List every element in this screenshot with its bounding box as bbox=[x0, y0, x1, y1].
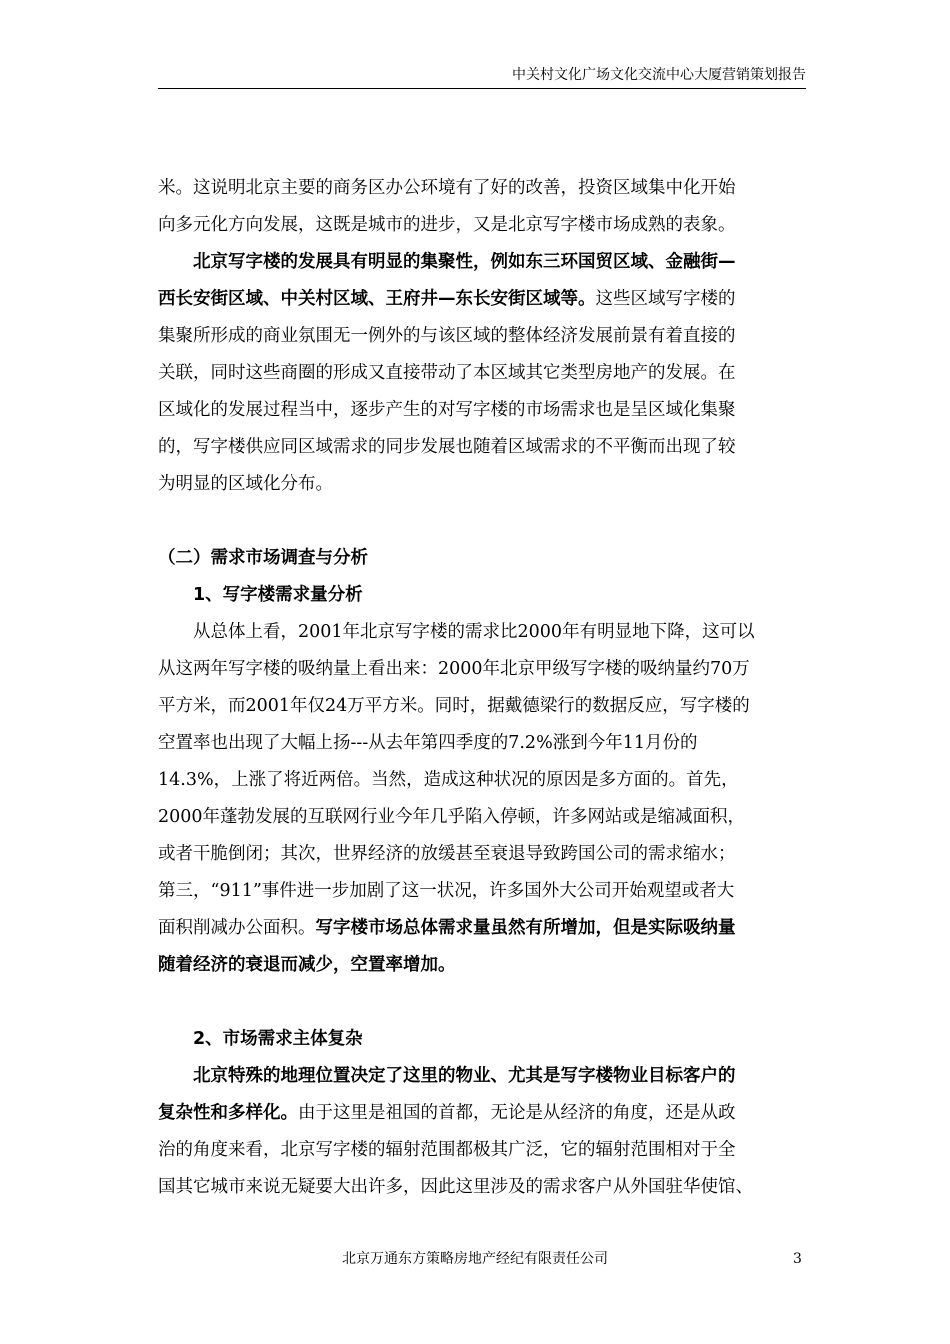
paragraph-line bbox=[158, 281, 806, 318]
paragraph-line bbox=[158, 244, 806, 281]
bold-text: 复杂性和多样化。 bbox=[158, 1103, 298, 1123]
paragraph-line: 2000年蓬勃发展的互联网行业今年几乎陷入停顿，许多网站或是缩减面积， bbox=[158, 807, 746, 827]
subsection-title: 2、市场需求主体复杂 bbox=[193, 1029, 363, 1049]
paragraph-line: 第三，“911”事件进一步加剧了这一状况，许多国外大公司开始观望或者大 bbox=[158, 881, 735, 901]
paragraph-line: 从这两年写字楼的吸纳量上看出来：2000年北京甲级写字楼的吸纳量约70万 bbox=[158, 659, 750, 679]
paragraph-line bbox=[158, 910, 806, 947]
paragraph-line: 从总体上看，2001年北京写字楼的需求比2000年有明显地下降，这可以 bbox=[193, 622, 755, 642]
paragraph-text: 由于这里是祖国的首都，无论是从经济的角度，还是从政 bbox=[298, 1103, 736, 1123]
bold-text: 北京特殊的地理位置决定了这里的物业、尤其是写字楼物业目标客户的 bbox=[193, 1066, 736, 1086]
paragraph-line: 国其它城市来说无疑要大出许多，因此这里涉及的需求客户从外国驻华使馆、 bbox=[158, 1177, 753, 1197]
paragraph-line: 集聚所形成的商业氛围无一例外的与该区域的整体经济发展前景有着直接的 bbox=[158, 326, 736, 346]
paragraph-line: 米。这说明北京主要的商务区办公环境有了好的改善，投资区域集中化开始 bbox=[158, 178, 736, 198]
paragraph-line: 区域化的发展过程当中，逐步产生的对写字楼的市场需求也是呈区域化集聚 bbox=[158, 400, 736, 420]
spacer bbox=[158, 984, 806, 1021]
page-number: 3 bbox=[793, 1251, 802, 1267]
paragraph-line: 为明显的区域化分布。 bbox=[158, 474, 333, 494]
header-title: 中关村文化广场文化交流中心大厦营销策划报告 bbox=[512, 67, 806, 83]
paragraph-line: 向多元化方向发展，这既是城市的进步，又是北京写字楼市场成熟的表象。 bbox=[158, 215, 736, 235]
footer-company: 北京万通东方策略房地产经纪有限责任公司 bbox=[342, 1251, 608, 1267]
section-title: （二）需求市场调查与分析 bbox=[158, 548, 368, 568]
bold-text: 随着经济的衰退而减少，空置率增加。 bbox=[158, 955, 456, 975]
paragraph-line bbox=[158, 1058, 806, 1095]
paragraph-text: 这些区域写字楼的 bbox=[595, 289, 736, 309]
paragraph-text: 面积削减办公面积。 bbox=[158, 918, 316, 938]
paragraph-line: 或者干脆倒闭；其次，世界经济的放缓甚至衰退导致跨国公司的需求缩水； bbox=[158, 844, 736, 864]
paragraph-line: 空置率也出现了大幅上扬---从去年第四季度的7.2%涨到今年11月份的 bbox=[158, 733, 698, 753]
subsection-title: 1、写字楼需求量分析 bbox=[193, 585, 363, 605]
bold-text: 西长安街区域、中关村区域、王府井—东长安街区域等。 bbox=[158, 289, 596, 309]
bold-text: 写字楼市场总体需求量虽然有所增加，但是实际吸纳量 bbox=[315, 918, 736, 938]
page-header bbox=[158, 66, 806, 84]
paragraph-line: 关联，同时这些商圈的形成又直接带动了本区域其它类型房地产的发展。在 bbox=[158, 363, 736, 383]
paragraph-line: 平方米，而2001年仅24万平方米。同时，据戴德梁行的数据反应，写字楼的 bbox=[158, 696, 750, 716]
bold-text: 北京写字楼的发展具有明显的集聚性，例如东三环国贸区域、金融街— bbox=[193, 252, 736, 272]
paragraph-line: 的，写字楼供应同区域需求的同步发展也随着区域需求的不平衡而出现了较 bbox=[158, 437, 736, 457]
header-divider bbox=[158, 88, 806, 89]
spacer bbox=[158, 503, 806, 540]
paragraph-line bbox=[158, 947, 806, 984]
paragraph-line: 治的角度来看，北京写字楼的辐射范围都极其广泛，它的辐射范围相对于全 bbox=[158, 1140, 736, 1160]
paragraph-line bbox=[158, 1095, 806, 1132]
document-body bbox=[158, 170, 806, 1206]
paragraph-line: 14.3%，上涨了将近两倍。当然，造成这种状况的原因是多方面的。首先， bbox=[158, 770, 739, 790]
